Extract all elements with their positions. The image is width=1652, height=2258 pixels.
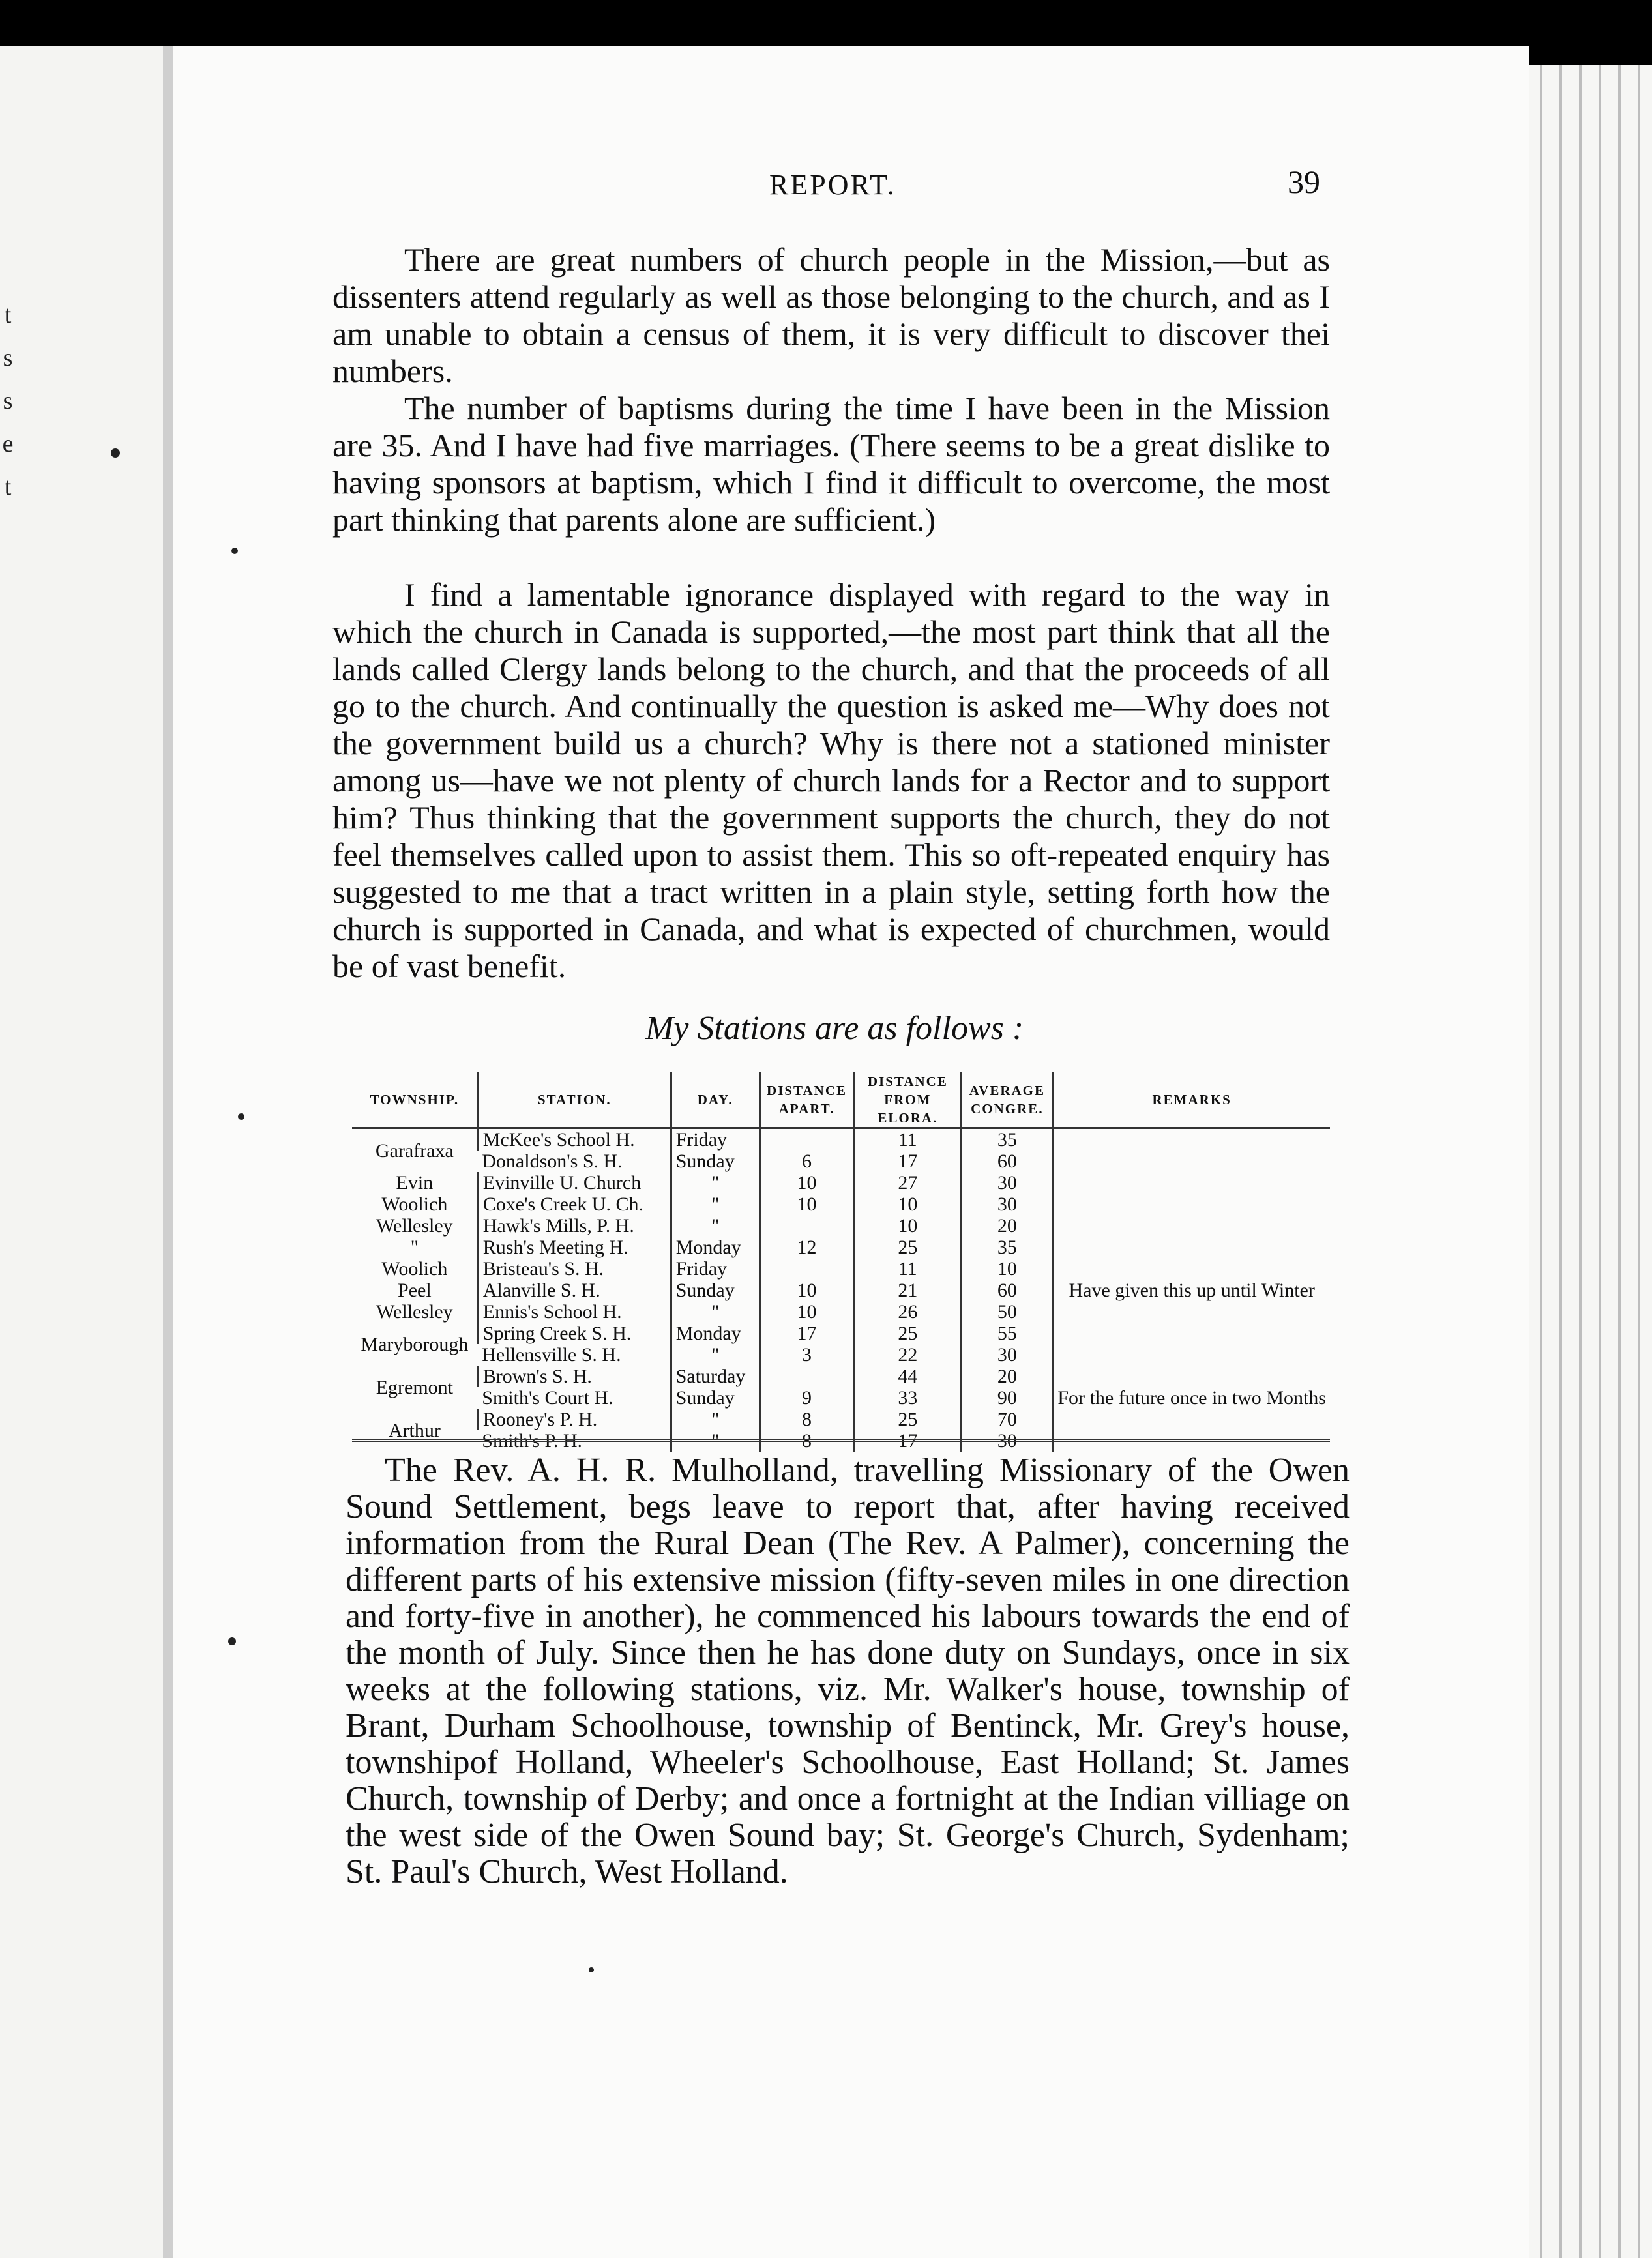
average-cell: 35 (962, 1128, 1053, 1151)
speck-mark (238, 1113, 244, 1120)
speck-mark (231, 548, 238, 554)
average-cell: 10 (962, 1258, 1053, 1280)
distance-apart-cell: 9 (760, 1387, 854, 1409)
distance-elora-cell: 11 (854, 1258, 962, 1280)
township-cell: Evin (396, 1172, 434, 1194)
distance-elora-cell: 33 (854, 1387, 962, 1409)
station-cell: Bristeau's S. H. (478, 1258, 671, 1280)
station-cell: Coxe's Creek U. Ch. (478, 1194, 671, 1215)
average-cell: 20 (962, 1215, 1053, 1237)
day-cell: Sunday (671, 1387, 760, 1409)
distance-apart-cell: 17 (760, 1323, 854, 1344)
day-cell: Friday (671, 1128, 760, 1151)
distance-elora-cell: 22 (854, 1344, 962, 1366)
township-cell: Maryborough (361, 1333, 469, 1355)
header-remarks: REMARKS (1053, 1072, 1330, 1128)
day-cell: Monday (671, 1237, 760, 1258)
header-station: STATION. (478, 1072, 671, 1128)
table-bottom-rule (352, 1439, 1330, 1442)
day-cell: " (671, 1172, 760, 1194)
township-cell: Wellesley (376, 1301, 453, 1323)
table-row (352, 1128, 1330, 1151)
table-top-rule (352, 1064, 1330, 1066)
paragraph-ignorance: I find a lamentable ignorance displayed with regard to the way in which the church in Canada is supported,—the most part think that all the lands called Clergy lands belong to the church, and that the proceeds of all go to the church. And continually the question is asked me—Why does not the government build us a church? Why is there not a stationed minister among us—have we not plenty of church lands for a Rector and to support him? Thus thinking that the government supports the church, they do not feel themselves called upon to assist them. This so oft-repeated enquiry has suggested to me that a tract written in a plain style, setting forth how the church is supported in Canada, and what is expected of churchmen, would be of vast benefit. (332, 576, 1330, 984)
paragraph-mulholland-report: The Rev. A. H. R. Mulholland, travelling Missionary of the Owen Sound Settlement, begs leave to report that, after having received information from the Rural Dean (The Rev. A Palmer), concerning the different parts of his extensive mission (fifty-seven miles in one direction and forty-five in another), he commenced his labours towards the end of the month of July. Since then he has done duty on Sundays, once in six weeks at the following stations, viz. Mr. Walker's house, township of Brant, Durham Schoolhouse, township of Bentinck, Mr. Grey's house, townshipof Holland, Wheeler's Schoolhouse, East Holland; St. James Church, township of Derby; and once a fortnight at the Indian villiage on the west side of the Owen Sound bay; St. George's Church, Sydenham; St. Paul's Church, West Holland. (346, 1452, 1350, 1890)
average-cell: 55 (962, 1323, 1053, 1344)
distance-apart-cell: 10 (760, 1280, 854, 1301)
remarks-note-2: For the future once in two Months (1053, 1366, 1330, 1430)
speck-mark (589, 1967, 594, 1972)
average-cell: 60 (962, 1151, 1053, 1172)
township-cell: Woolich (381, 1194, 448, 1215)
average-cell: 20 (962, 1366, 1053, 1387)
station-cell: Spring Creek S. H. (478, 1323, 671, 1344)
day-cell: " (671, 1301, 760, 1323)
header-distance-from-elora: DISTANCE FROM ELORA. (854, 1072, 962, 1128)
station-cell: Hawk's Mills, P. H. (478, 1215, 671, 1237)
station-cell: Evinville U. Church (478, 1172, 671, 1194)
distance-apart-cell (760, 1366, 854, 1387)
distance-apart-cell: 12 (760, 1237, 854, 1258)
township-cell: Peel (398, 1280, 432, 1301)
remarks-cell-empty (1053, 1323, 1330, 1366)
average-cell: 50 (962, 1301, 1053, 1323)
page-number: 39 (1288, 164, 1320, 200)
distance-elora-cell: 17 (854, 1151, 962, 1172)
distance-apart-cell: 10 (760, 1301, 854, 1323)
book-gutter (163, 46, 173, 2258)
average-cell: 30 (962, 1430, 1053, 1452)
day-cell: " (671, 1194, 760, 1215)
station-cell: Brown's S. H. (478, 1366, 671, 1387)
township-cell: Egremont (376, 1376, 454, 1398)
station-cell: Donaldson's S. H. (482, 1151, 623, 1172)
day-cell: Saturday (671, 1366, 760, 1387)
distance-elora-cell: 25 (854, 1323, 962, 1344)
average-cell: 60 (962, 1280, 1053, 1301)
distance-elora-cell: 11 (854, 1128, 962, 1151)
station-cell: Rush's Meeting H. (478, 1237, 671, 1258)
day-cell: " (671, 1430, 760, 1452)
day-cell: Friday (671, 1258, 760, 1280)
distance-elora-cell: 25 (854, 1409, 962, 1430)
running-head: REPORT. (769, 169, 896, 201)
station-cell: Ennis's School H. (478, 1301, 671, 1323)
stations-table (352, 1072, 1330, 1452)
station-cell: Smith's Court H. (482, 1387, 613, 1409)
table-header-row (352, 1072, 1330, 1128)
remarks-note-1: Have given this up until Winter (1053, 1258, 1330, 1323)
distance-elora-cell: 27 (854, 1172, 962, 1194)
average-cell: 70 (962, 1409, 1053, 1430)
average-cell: 90 (962, 1387, 1053, 1409)
distance-apart-cell: 8 (760, 1409, 854, 1430)
page-edges (1523, 65, 1652, 2258)
distance-apart-cell: 6 (760, 1151, 854, 1172)
station-cell: Alanville S. H. (478, 1280, 671, 1301)
township-cell: Wellesley (376, 1215, 453, 1237)
table-row (352, 1258, 1330, 1280)
day-cell: Monday (671, 1323, 760, 1344)
table-caption: My Stations are as follows : (645, 1010, 1024, 1047)
station-cell: Hellensville S. H. (482, 1344, 621, 1366)
left-page (0, 46, 163, 2258)
distance-elora-cell: 10 (854, 1215, 962, 1237)
township-cell: Garafraxa (375, 1139, 454, 1162)
distance-elora-cell: 25 (854, 1237, 962, 1258)
distance-elora-cell: 44 (854, 1366, 962, 1387)
average-cell: 30 (962, 1344, 1053, 1366)
average-cell: 35 (962, 1237, 1053, 1258)
header-average-congre: AVERAGE CONGRE. (962, 1072, 1053, 1128)
distance-apart-cell (760, 1128, 854, 1151)
day-cell: " (671, 1344, 760, 1366)
distance-apart-cell (760, 1258, 854, 1280)
distance-elora-cell: 21 (854, 1280, 962, 1301)
paragraph-baptisms: The number of baptisms during the time I have been in the Mission are 35. And I have had five marriages. (There seems to be a great dislike to having sponsors at baptism, which I find it difficult to overcome, the most part thinking that parents alone are sufficient.) (332, 390, 1330, 538)
table-row (352, 1323, 1330, 1344)
distance-elora-cell: 10 (854, 1194, 962, 1215)
day-cell: " (671, 1215, 760, 1237)
distance-apart-cell: 3 (760, 1344, 854, 1366)
table-row (352, 1366, 1330, 1387)
township-cell: Woolich (381, 1258, 448, 1280)
distance-apart-cell: 8 (760, 1430, 854, 1452)
average-cell: 30 (962, 1172, 1053, 1194)
header-township: TOWNSHIP. (352, 1072, 478, 1128)
station-cell: Smith's P. H. (482, 1430, 583, 1452)
township-cell: " (410, 1237, 419, 1258)
speck-mark (111, 448, 120, 458)
day-cell: Sunday (671, 1280, 760, 1301)
township-cell: Arthur (388, 1419, 441, 1441)
average-cell: 30 (962, 1194, 1053, 1215)
day-cell: Sunday (671, 1151, 760, 1172)
distance-apart-cell (760, 1215, 854, 1237)
day-cell: " (671, 1409, 760, 1430)
distance-elora-cell: 26 (854, 1301, 962, 1323)
header-distance-apart: DISTANCE APART. (760, 1072, 854, 1128)
speck-mark (228, 1637, 236, 1645)
distance-apart-cell: 10 (760, 1172, 854, 1194)
distance-elora-cell: 17 (854, 1430, 962, 1452)
station-cell: Rooney's P. H. (478, 1409, 671, 1430)
station-cell: McKee's School H. (478, 1128, 671, 1151)
paragraph-church-people: There are great numbers of church people in the Mission,—but as dissenters attend regularly as well as those belonging to the church, and as I am unable to obtain a census of them, it is very difficult to discover thei numbers. (332, 241, 1330, 389)
distance-apart-cell: 10 (760, 1194, 854, 1215)
left-page-text-fragment: t s s e t (2, 301, 14, 501)
header-day: DAY. (671, 1072, 760, 1128)
remarks-cell-empty (1053, 1128, 1330, 1259)
